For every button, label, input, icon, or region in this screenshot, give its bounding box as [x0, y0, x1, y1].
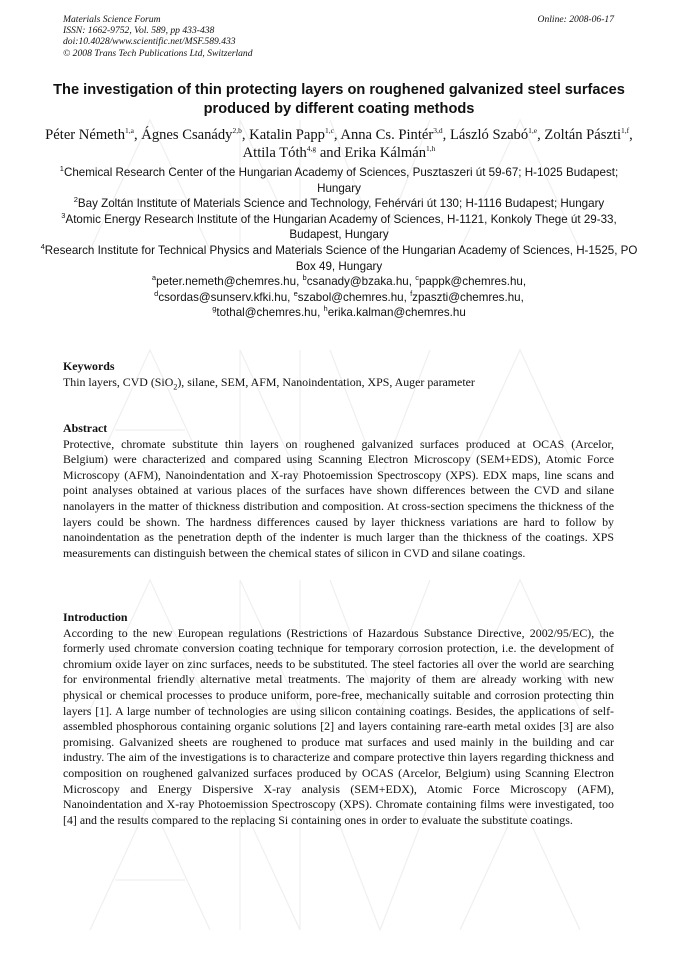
author-affil: 1,h	[426, 144, 436, 154]
author-name: Ágnes Csanády	[141, 127, 233, 143]
keywords-section	[63, 359, 614, 390]
author-affil: 1,c	[324, 126, 334, 136]
author	[141, 127, 249, 143]
affiliation-number: 4	[40, 242, 45, 252]
journal-name: Materials Science Forum	[63, 14, 161, 25]
email-key: e	[293, 288, 298, 298]
affiliation-text: Bay Zoltán Institute of Materials Science and Technology, Fehérvári út 130; H-1116 Budapest; Hungary	[77, 197, 605, 211]
email-address: zpaszti@chemres.hu	[412, 290, 521, 304]
email	[410, 288, 524, 304]
author	[249, 127, 340, 143]
email	[152, 275, 303, 288]
email	[324, 306, 466, 319]
keywords-part: ), silane, SEM, AFM, Nanoindentation, XPS, Auger parameter	[177, 374, 475, 389]
journal-header	[63, 14, 253, 59]
affiliation-text: Atomic Energy Research Institute of the Hungarian Academy of Sciences, H-1121, Konkoly Thege út 29-33, Budapest, Hungary	[65, 212, 617, 242]
issn-line: ISSN: 1662-9752, Vol. 589, pp 433-438	[63, 25, 215, 37]
affiliation-number: 1	[59, 164, 64, 174]
author	[45, 127, 141, 143]
affiliations	[40, 165, 638, 321]
keywords-part: Thin layers, CVD (SiO	[63, 374, 174, 389]
affiliation-text: Chemical Research Center of the Hungarian Academy of Sciences, Pusztaszeri út 59-67; H-1025 Budapest; Hungary	[63, 166, 619, 195]
email	[212, 306, 323, 319]
author	[544, 127, 632, 143]
author-separator: ,	[133, 127, 142, 143]
email	[154, 288, 294, 304]
author-affil: 3,d	[433, 126, 443, 136]
author	[345, 145, 436, 161]
author-separator: ,	[333, 127, 341, 143]
author-list	[40, 126, 638, 162]
email-separator: ,	[287, 290, 294, 304]
email-separator: ,	[408, 275, 416, 289]
email-address: pappk@chemres.hu	[418, 275, 523, 289]
email-address: csanady@bzaka.hu	[306, 275, 409, 289]
keywords-text	[63, 375, 614, 391]
author-separator: ,	[537, 127, 545, 143]
email-key: a	[151, 273, 157, 283]
email	[415, 275, 526, 288]
email	[303, 275, 416, 288]
affiliation-number: 2	[73, 195, 78, 205]
introduction-section	[63, 610, 614, 828]
email-address: erika.kalman@chemres.hu	[327, 306, 466, 320]
abstract-text: Protective, chromate substitute thin layers on roughened galvanized surfaces produced at OCAS (Arcelor, Belgium) were characterized and compared using Scanning Electron Microscopy (SEM+EDS), Atomic Force Microscopy (AFM), Nanoindentation and X-ray Photoemission Spectroscopy (XPS). EDX maps, line scans and point analyses obtained at various places of the surfaces have shown differences between the CVD and silane nanolayers in the matter of thickness distribution and composition. At cross-section specimens the thickness of the layers could be shown. The hardness differences caused by layer thickness variations are hard to follow by nanoindentation as the penetration depth of the indenter is much larger than the thickness of the coatings. XPS measurements can distinguish between the chemical states of silicon in CVD and silane coatings.	[63, 436, 614, 560]
author-separator: ,	[629, 127, 633, 143]
paper-title: The investigation of thin protecting layers on roughened galvanized steel surfaces produced by different coating methods	[53, 82, 625, 117]
affiliation-number: 3	[61, 210, 66, 220]
email-key: h	[323, 304, 328, 314]
email-separator: ,	[403, 290, 411, 304]
email-separator: ,	[317, 306, 324, 320]
author-name: Péter Németh	[45, 127, 126, 143]
email-key: c	[415, 273, 419, 283]
email-separator: ,	[296, 275, 303, 289]
author-name: Attila Tóth	[242, 145, 307, 161]
author-separator: ,	[442, 127, 450, 143]
author	[340, 127, 450, 143]
introduction-heading: Introduction	[63, 610, 128, 624]
keywords-subscript: 2	[173, 381, 178, 391]
author-separator: and	[316, 145, 345, 161]
author-affil: 4,g	[306, 144, 317, 154]
author-name: Katalin Papp	[249, 127, 325, 143]
email-address: szabol@chemres.hu	[297, 290, 404, 304]
author-name: László Szabó	[449, 127, 529, 143]
affiliation	[40, 212, 638, 243]
author-affil: 1,f	[621, 126, 630, 136]
email-key: b	[302, 273, 307, 283]
author-affil: 1,e	[528, 126, 538, 136]
author-name: Erika Kálmán	[344, 145, 426, 161]
doi-line: doi:10.4028/www.scientific.net/MSF.589.433	[63, 36, 236, 48]
author	[450, 127, 544, 143]
affiliation-text: Research Institute for Technical Physics and Materials Science of the Hungarian Academy of Sciences, H-1525, PO Box 49, Hungary	[44, 243, 638, 273]
author	[243, 145, 345, 161]
author-name: Anna Cs. Pintér	[340, 127, 434, 143]
author-affil: 2,b	[232, 126, 242, 136]
email-list	[40, 274, 638, 321]
abstract-section	[63, 421, 614, 561]
introduction-text: According to the new European regulations (Restrictions of Hazardous Substance Directive, 2002/95/EC), the formerly used chromate conversion coating technique for temporary corrosion protection, i.e. the development of chromium oxide layer on zinc surfaces, needs to be substituted. The steel factories all over the world are searching for environmental friendly alternative metal treatments. The majority of them are already working with new physical or chemical processes to produce uniform, pore-free, mechanically suitable and corrosion protecting thin layers [1]. A large number of technologies are using silicon containing coatings. Besides, the applications of self-assembled phosphorous containing organic solutions [2] and layers containing rare-earth metal oxides [3] are also promising. Galvanized sheets are roughened to produce mat surfaces and used mainly in the building and car industry. The aim of the investigations is to characterize and compare protective thin layers regarding thickness and composition on roughened galvanized surfaces produced by OCAS (Arcelor, Belgium) using Scanning Electron Microscopy and Energy Dispersive X-ray analysis (SEM+EDX), Atomic Force Microscopy (AFM), Nanoindentation and X-ray Photoemission Spectroscopy (XPS). Chromate containing films were investigated, too [4] and the results compared to the replacing Si containing ones in order to evaluate the substitute coatings.	[63, 625, 614, 827]
author-separator: ,	[241, 127, 250, 143]
keywords-heading: Keywords	[63, 359, 115, 373]
email-key: f	[410, 288, 413, 298]
email-separator: ,	[522, 275, 527, 289]
author-name: Zoltán Pászti	[544, 127, 622, 143]
email	[293, 288, 413, 304]
affiliation	[40, 165, 638, 196]
author-affil: 1,a	[125, 126, 134, 136]
email-address: tothal@chemres.hu	[216, 306, 318, 320]
affiliation	[40, 243, 638, 274]
abstract-heading: Abstract	[63, 421, 108, 435]
copyright-line: © 2008 Trans Tech Publications Ltd, Switzerland	[63, 47, 253, 59]
affiliation	[40, 196, 638, 212]
email-address: csordas@sunserv.kfki.hu	[158, 290, 288, 304]
email-separator: ,	[520, 290, 524, 304]
online-date: Online: 2008-06-17	[537, 14, 614, 25]
email-address: peter.nemeth@chemres.hu	[156, 275, 297, 289]
email-key: g	[212, 304, 217, 314]
email-key: d	[154, 288, 159, 298]
